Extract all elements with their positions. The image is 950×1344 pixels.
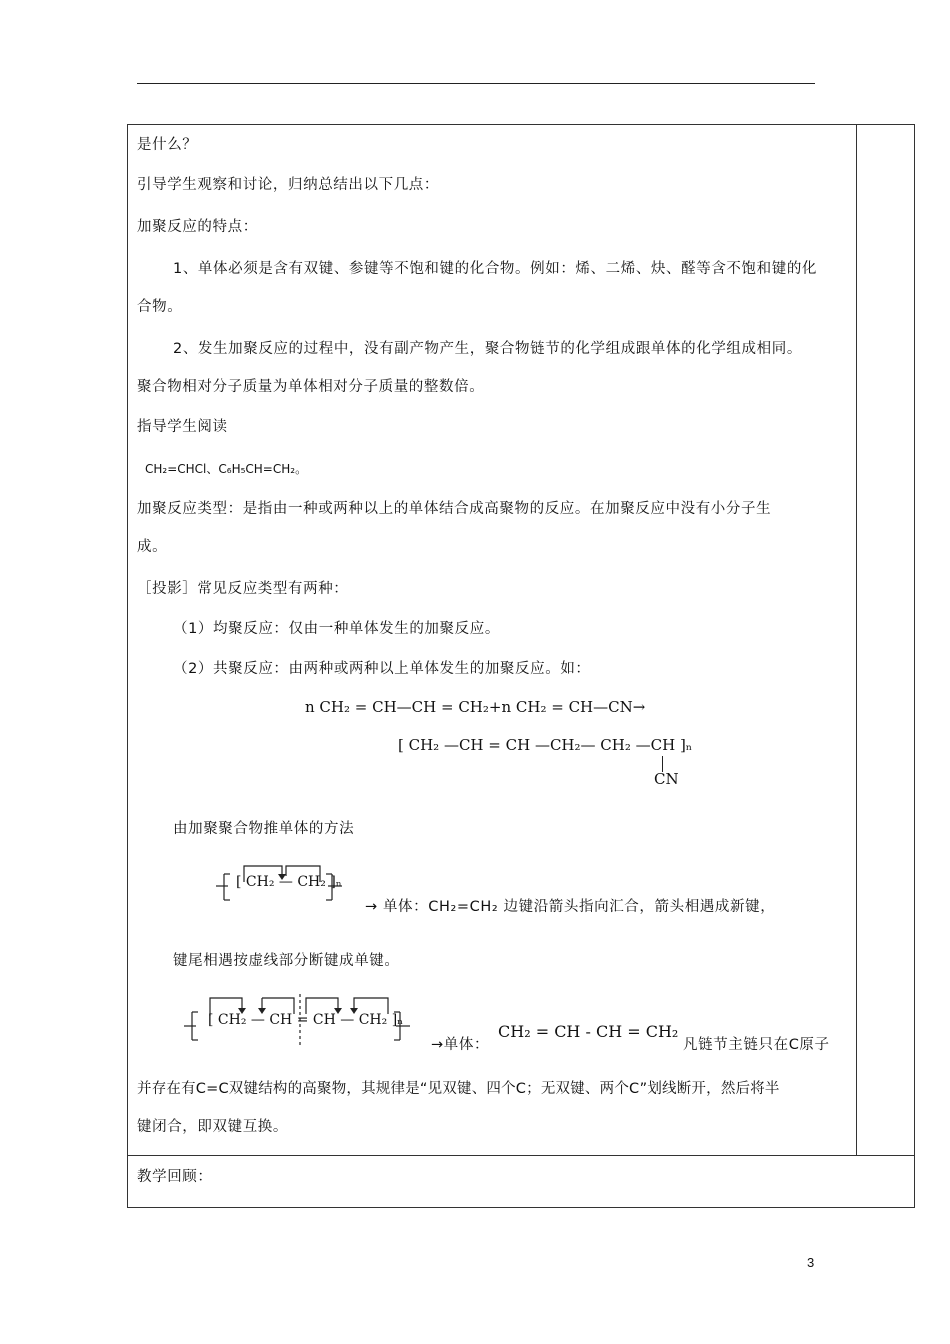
structure-label-2: [ CH₂ — CH = CH — CH₂ ]ₙ [208,1012,404,1028]
polymer-product: [ CH₂ —CH = CH —CH₂— CH₂ —CH ]ₙ [398,736,693,754]
table-column-divider [856,124,857,1155]
text-line: 合物。 [137,299,183,315]
text-line: 聚合物相对分子质量为单体相对分子质量的整数倍。 [137,379,485,395]
text-line: 凡链节主链只在C原子 [683,1037,830,1053]
text-line: 键尾相遇按虚线部分断键成单键。 [173,953,400,969]
text-line: 引导学生观察和讨论，归纳总结出以下几点： [137,177,439,193]
text-line: →单体： [431,1037,490,1053]
text-line: 并存在有C=C双键结构的高聚物，其规律是“见双键、四个C；无双键、两个C”划线断开，然后将半 [137,1081,780,1097]
monomer-formula: CH₂ = CH - CH = CH₂ [498,1022,679,1041]
text-line: 由加聚聚合物推单体的方法 [173,821,355,837]
text-line: 加聚反应类型：是指由一种或两种以上的单体结合成高聚物的反应。在加聚反应中没有小分子生 [137,501,772,517]
formula-line: CH₂=CHCl、C₆H₅CH=CH₂。 [145,462,308,476]
review-heading: 教学回顾： [137,1169,213,1185]
table-row-divider [127,1155,915,1156]
text-line: （1）均聚反应：仅由一种单体发生的加聚反应。 [173,621,500,637]
text-line: 指导学生阅读 [137,419,228,435]
structure-label-1: [ CH₂ — CH₂ ]ₙ [236,874,342,890]
text-line: （2）共聚反应：由两种或两种以上单体发生的加聚反应。如： [173,661,591,677]
header-rule [137,83,815,84]
text-line: → 单体：CH₂=CH₂ 边键沿箭头指向汇合，箭头相遇成新键， [365,899,776,915]
text-line: ［投影］常见反应类型有两种： [137,581,349,597]
text-line: 加聚反应的特点： [137,219,258,235]
cn-group: CN [654,770,679,788]
reaction-equation: n CH₂ = CH—CH = CH₂+n CH₂ = CH—CN→ [305,698,646,716]
text-line: 是什么？ [137,137,198,153]
text-line: 键闭合，即双键互换。 [137,1119,288,1135]
text-line: 1、单体必须是含有双键、参键等不饱和键的化合物。例如：烯、二烯、炔、醛等含不饱和键的化 [173,261,818,277]
text-line: 成。 [137,539,168,555]
text-line: 2、发生加聚反应的过程中，没有副产物产生，聚合物链节的化学组成跟单体的化学组成相同。 [173,341,802,357]
page-number: 3 [807,1255,815,1270]
